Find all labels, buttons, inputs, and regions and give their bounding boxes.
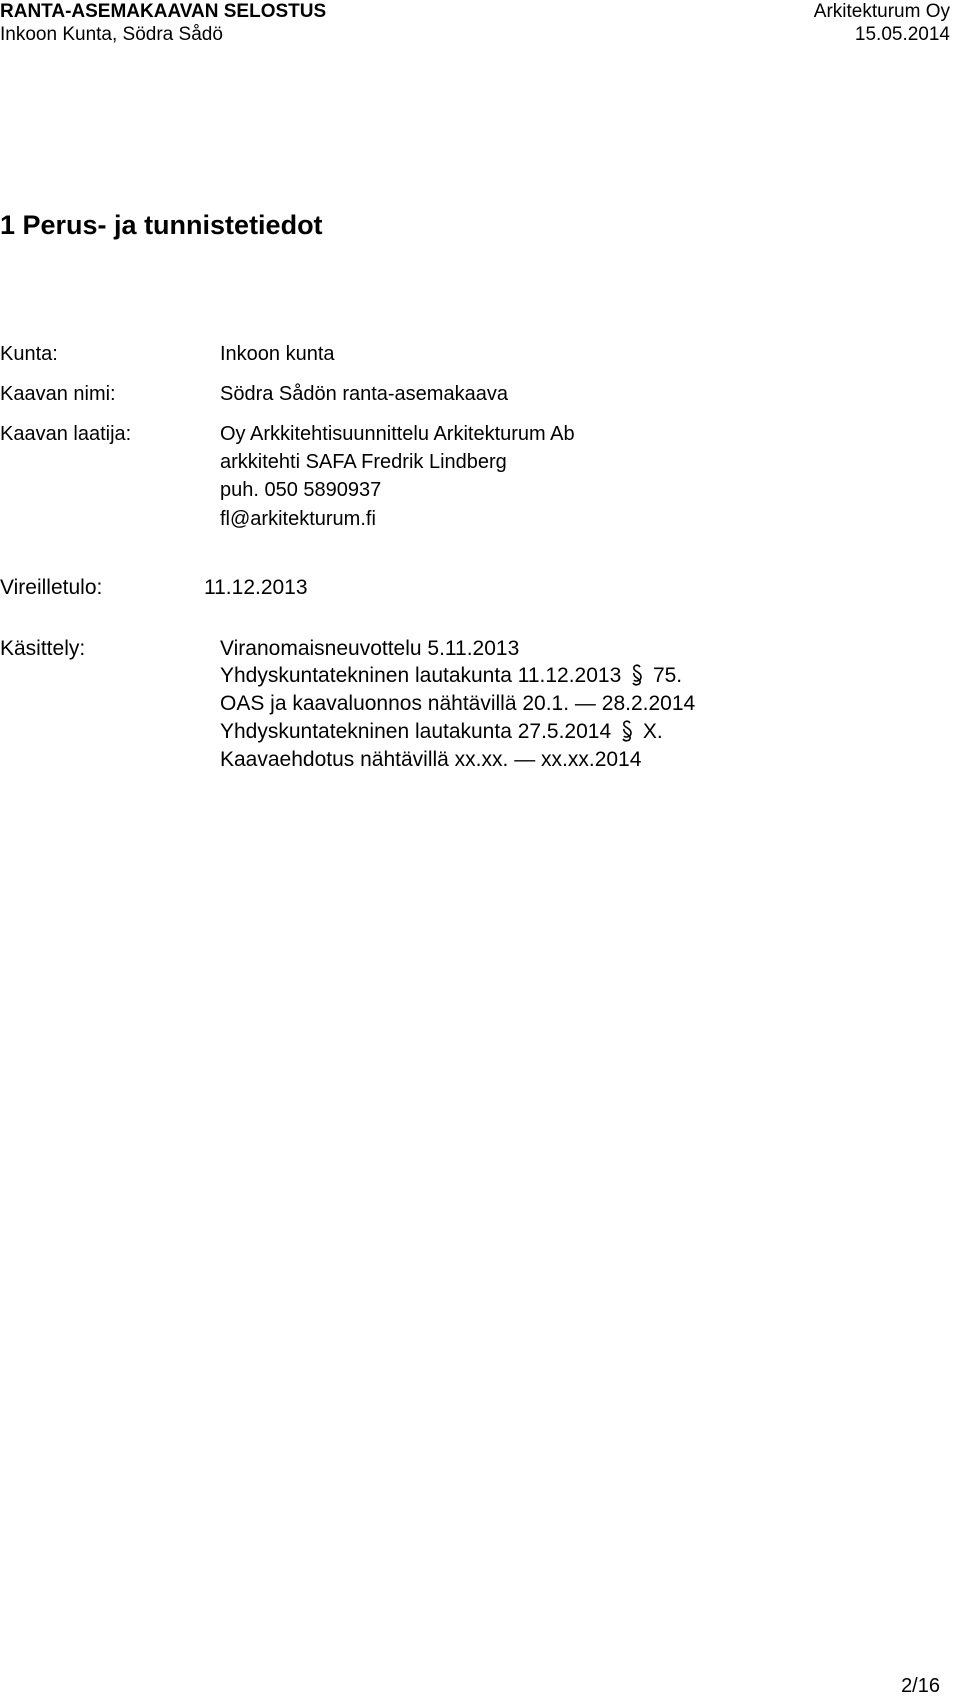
project-location: Inkoon Kunta, Södra Sådö	[0, 24, 223, 45]
page-number: 2/16	[901, 1675, 940, 1697]
document-date: 15.05.2014	[854, 24, 950, 45]
kaavan-nimi-label: Kaavan nimi:	[0, 383, 116, 405]
section-sign-icon	[621, 720, 633, 742]
kasittely-line-4	[220, 720, 663, 744]
kasittely-line-3-end: 28.2.2014	[601, 692, 696, 715]
laatija-architect: arkkitehti SAFA Fredrik Lindberg	[220, 451, 507, 473]
document-title: RANTA-ASEMAKAAVAN SELOSTUS	[0, 1, 327, 22]
section-sign-icon	[631, 664, 643, 686]
kasittely-line-3-dash: —	[574, 692, 596, 715]
kaavan-nimi-value: Södra Sådön ranta-asemakaava	[220, 383, 508, 405]
kunta-label: Kunta:	[0, 343, 58, 365]
vireilletulo-value: 11.12.2013	[204, 576, 308, 599]
laatija-company: Oy Arkkitehtisuunnittelu Arkitekturum Ab	[220, 423, 575, 445]
kasittely-line-4-text: Yhdyskuntatekninen lautakunta 27.5.2014	[220, 720, 612, 743]
kasittely-line-2-suffix: 75.	[652, 664, 683, 687]
laatija-phone: puh. 050 5890937	[220, 479, 382, 501]
kasittely-line-4-suffix: X.	[642, 720, 663, 743]
kasittely-line-5-start: Kaavaehdotus nähtävillä xx.xx.	[220, 748, 509, 771]
kasittely-line-3-start: OAS ja kaavaluonnos nähtävillä 20.1.	[220, 692, 570, 715]
kasittely-line-3	[220, 692, 695, 716]
kaavan-laatija-label: Kaavan laatija:	[0, 423, 132, 445]
kasittely-line-5	[220, 748, 641, 772]
kasittely-line-2	[220, 664, 682, 688]
section-title: 1 Perus- ja tunnistetiedot	[0, 210, 323, 240]
laatija-email: fl@arkitekturum.fi	[220, 508, 376, 530]
kasittely-line-5-end: xx.xx.2014	[541, 748, 642, 771]
kasittely-line-1: Viranomaisneuvottelu 5.11.2013	[220, 637, 520, 660]
kasittely-line-2-text: Yhdyskuntatekninen lautakunta 11.12.2013	[220, 664, 622, 687]
kasittely-label: Käsittely:	[0, 637, 86, 660]
kunta-value: Inkoon kunta	[220, 343, 335, 365]
kasittely-line-5-dash: —	[514, 748, 536, 771]
vireilletulo-label: Vireilletulo:	[0, 576, 103, 599]
company-name: Arkitekturum Oy	[813, 1, 950, 22]
